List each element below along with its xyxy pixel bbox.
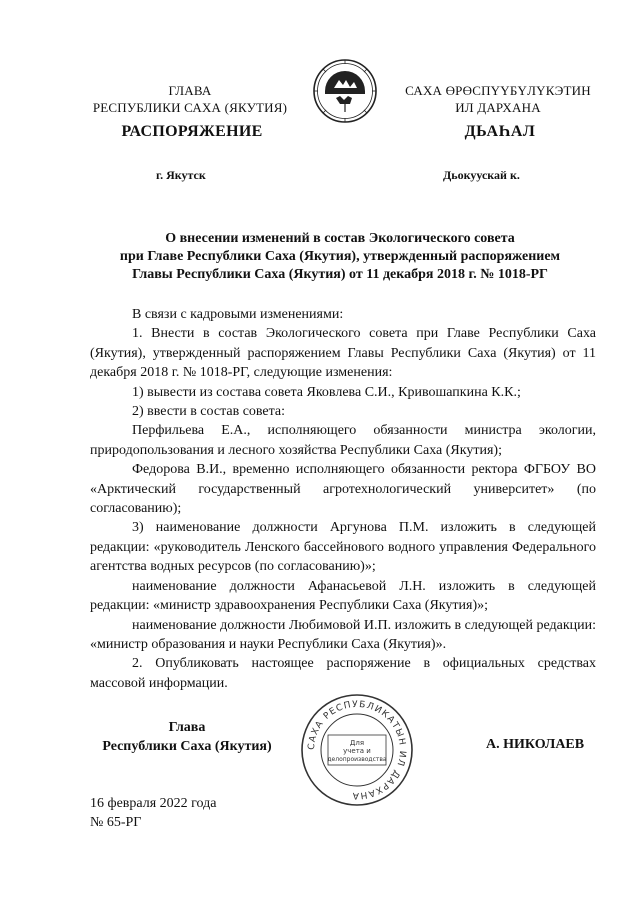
body-paragraph: 1) вывести из состава совета Яковлева С.И., Кривошапкина К.К.; [132, 384, 521, 400]
body-paragraph: В связи с кадровыми изменениями: [132, 307, 344, 322]
header-left-line1: ГЛАВА [168, 83, 212, 98]
header-right-line1: САХА ӨРӨСПҮҮБҮЛҮКЭТИН [405, 83, 591, 98]
document-subject [90, 230, 590, 284]
subject-line: Главы Республики Саха (Якутия) от 11 декабря 2018 г. № 1018-РГ [132, 267, 548, 282]
official-seal [300, 693, 414, 807]
signatory-title [92, 718, 282, 756]
signatory-title-line1: Глава [168, 720, 206, 735]
subject-line: при Главе Республики Саха (Якутия), утвержденный распоряжением [119, 249, 561, 264]
document-number: № 65-РГ [90, 815, 142, 830]
header-right [392, 82, 604, 116]
coat-of-arms-icon [312, 58, 378, 124]
header-left [70, 82, 310, 116]
city-ru: г. Якутск [156, 168, 206, 182]
document-type-ru: РАСПОРЯЖЕНИЕ [121, 123, 263, 140]
document-date: 16 февраля 2022 года [90, 796, 217, 811]
body-paragraph: 3) наименование должности Аргунова П.М. изложить в следующей редакции: «руководитель Ленского бассейнового водного управления Федерального агентства водных ресурсов (по согласованию)»; [90, 520, 596, 575]
signatory-name: А. НИКОЛАЕВ [486, 737, 585, 752]
body-paragraph: 2) ввести в состав совета: [132, 404, 286, 420]
body-paragraph: Федорова В.И., временно исполняющего обязанности ректора ФГБОУ ВО «Арктический государственный агротехнологический университет» (по согласованию); [90, 462, 596, 517]
body-paragraph: Перфильева Е.А., исполняющего обязанности министра экологии, природопользования и лесного хозяйства Республики Саха (Якутия); [90, 423, 596, 458]
city-sah: Дьокуускай к. [443, 168, 520, 182]
header-left-line2: РЕСПУБЛИКИ САХА (ЯКУТИЯ) [92, 100, 288, 115]
header-right-line2: ИЛ ДАРХАНА [455, 100, 541, 115]
document-body [90, 305, 596, 693]
seal-center-line3: делопроизводства [327, 756, 387, 763]
subject-line: О внесении изменений в состав Экологического совета [165, 231, 515, 246]
seal-ring-text: САХА РЕСПУБЛИКАТЫН ИЛ ДАРХАНА [306, 699, 408, 801]
signatory-title-line2: Республики Саха (Якутия) [102, 739, 272, 754]
body-paragraph: наименование должности Афанасьевой Л.Н. изложить в следующей редакции: «министр здравоохранения Республики Саха (Якутия)»; [90, 578, 596, 614]
document-type-sah: ДЬАҺАЛ [464, 123, 536, 140]
seal-center-line1: Для [349, 739, 365, 747]
seal-center-line2: учета и [343, 747, 371, 755]
body-paragraph: наименование должности Любимовой И.П. изложить в следующей редакции: «министр образования и науки Республики Саха (Якутия)». [90, 617, 596, 652]
body-paragraph: 2. Опубликовать настоящее распоряжение в официальных средствах массовой информации. [90, 656, 596, 691]
body-paragraph: 1. Внести в состав Экологического совета при Главе Республики Саха (Якутия), утвержденный распоряжением Главы Республики Саха (Якутия) от 11 декабря 2018 г. № 1018-РГ, следующие изменения: [90, 326, 596, 381]
document-footer [90, 794, 217, 832]
